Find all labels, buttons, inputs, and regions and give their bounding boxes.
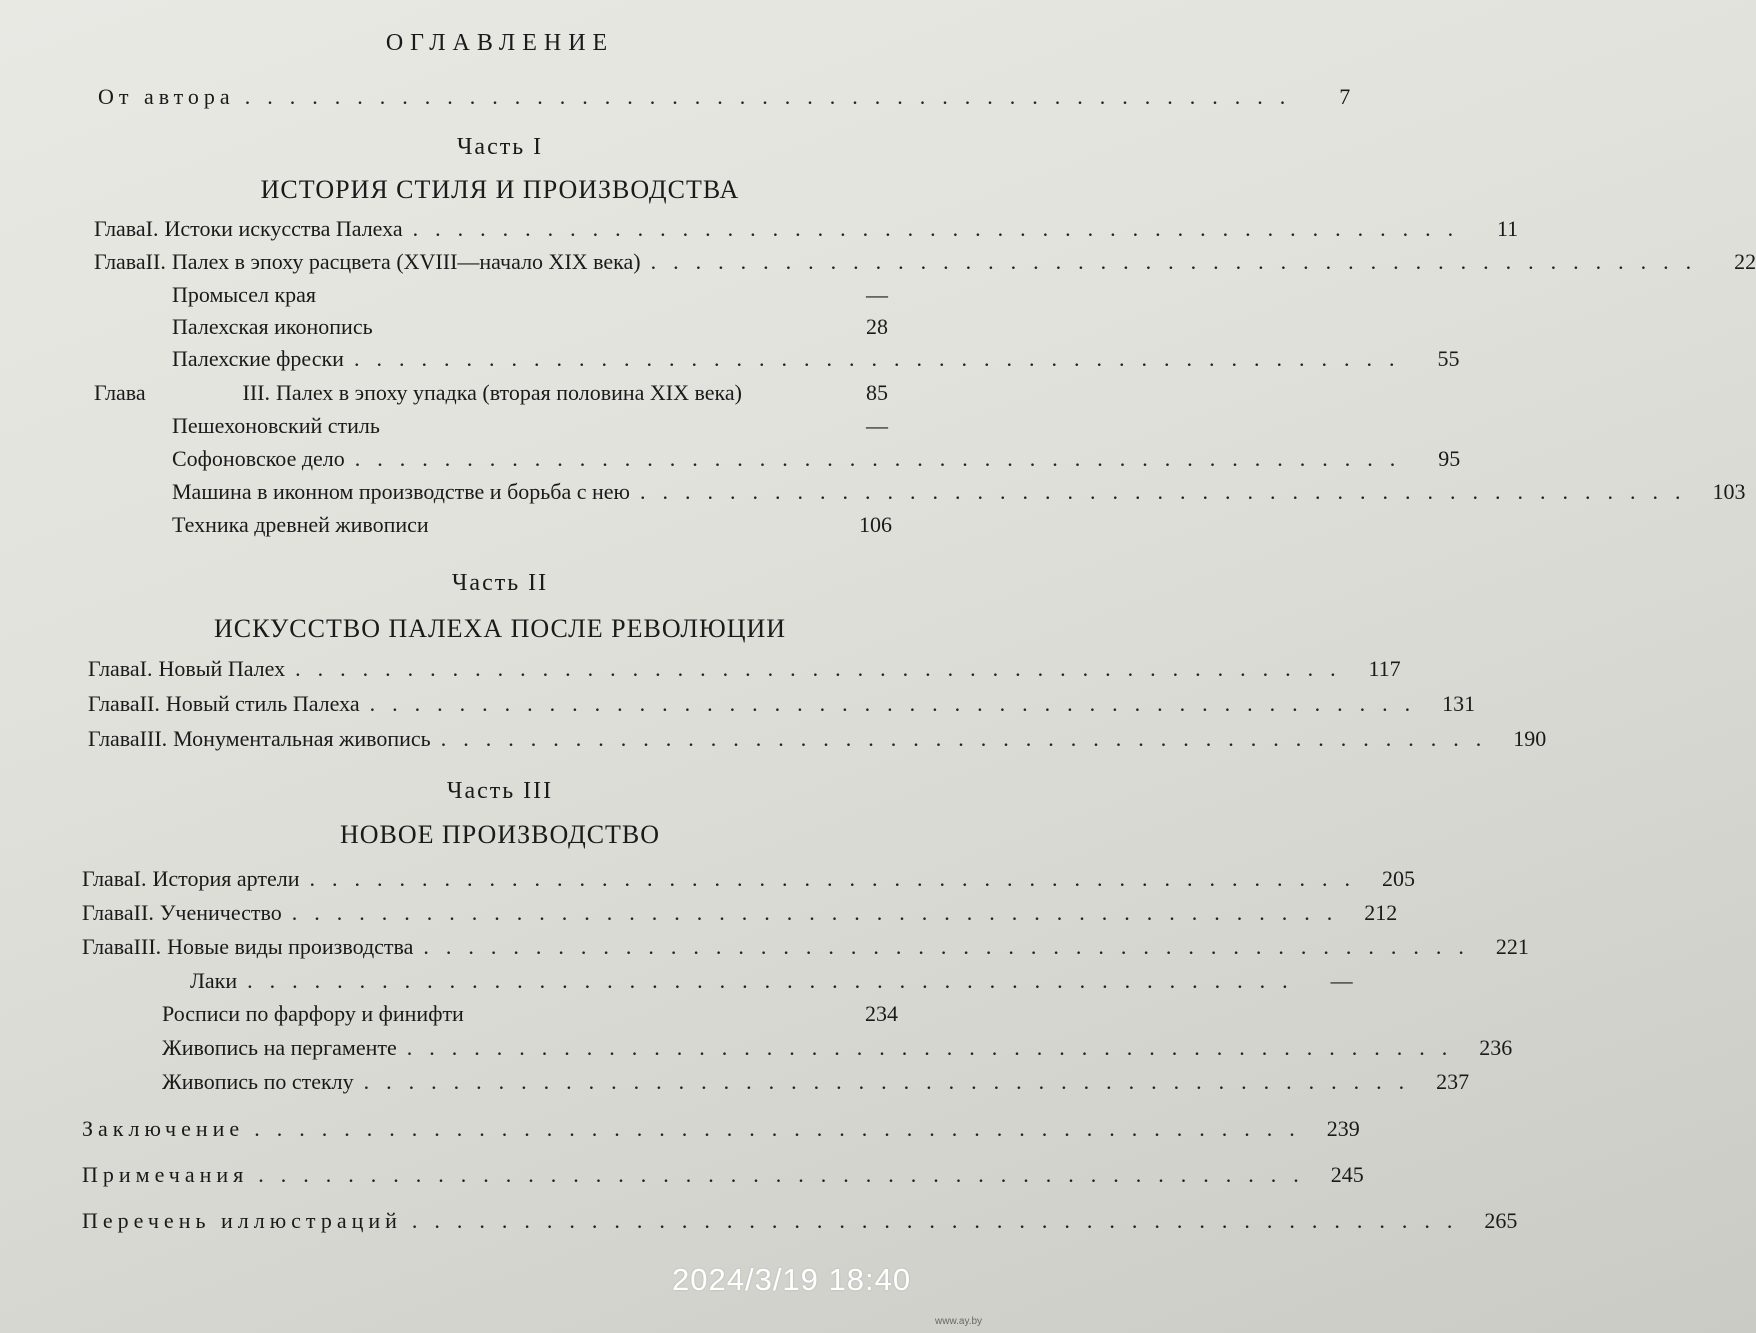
entry-title: Заключение: [82, 1116, 245, 1141]
entry-page: 245: [1330, 1162, 1364, 1187]
entry-page: 239: [1326, 1116, 1360, 1141]
entry-page: —: [866, 413, 888, 438]
leader-dots: ...............................................: [423, 934, 1481, 959]
leader-dots: ...............................................: [411, 1208, 1470, 1233]
part-1-label: Часть I: [456, 134, 544, 160]
entry-page: 28: [866, 314, 888, 339]
entry-page: 103: [1712, 479, 1746, 504]
leader-dots: ...............................................: [406, 1035, 1465, 1060]
chapter-number: I.: [145, 216, 159, 241]
entry-title: Примечания: [82, 1162, 249, 1187]
chapter-number: I.: [133, 866, 147, 891]
entry-page: 7: [1339, 84, 1351, 109]
chapter-number: II.: [145, 249, 166, 274]
entry-title: Палехская иконопись: [172, 314, 373, 339]
part-3-label: Часть III: [446, 778, 554, 804]
leader-dots: ...............................................: [295, 656, 1353, 681]
toc-entry-illustrations: [82, 1208, 1518, 1238]
toc-entry: [94, 216, 1519, 246]
entry-title: Живопись по стеклу: [162, 1069, 354, 1094]
entry-page: —: [866, 282, 888, 307]
toc-entry: [88, 656, 1401, 686]
entry-title: Палехские фрески: [172, 346, 344, 371]
entry-title: Палех в эпоху упадка (вторая половина XIX века): [276, 380, 742, 405]
leader-dots: ...............................................: [412, 216, 1471, 241]
entry-title: Палех в эпоху расцвета (XVIII—начало XIX века): [171, 249, 641, 274]
toc-heading: ОГЛАВЛЕНИЕ: [385, 30, 615, 56]
chapter-prefix: Глава: [88, 656, 140, 681]
leader-dots: ...............................................: [291, 900, 1350, 925]
leader-dots: ...............................................: [258, 1162, 1316, 1187]
toc-entry: [88, 726, 1547, 756]
chapter-number: II.: [139, 691, 160, 716]
entry-page: 212: [1364, 900, 1398, 925]
toc-entry: [190, 968, 1353, 998]
leader-dots: ...............................................: [369, 691, 1428, 716]
chapter-prefix: Глава: [94, 380, 146, 405]
toc-entry: [162, 1069, 1470, 1099]
entry-title: История артели: [152, 866, 300, 891]
chapter-prefix: Глава: [88, 691, 140, 716]
chapter-prefix: Глава: [94, 249, 146, 274]
entry-title: Новый стиль Палеха: [165, 691, 360, 716]
entry-page: —: [1330, 968, 1353, 993]
toc-entry: [172, 512, 892, 542]
site-watermark: www.ay.by: [935, 1316, 983, 1327]
toc-entry: [172, 479, 1746, 509]
chapter-number: II.: [133, 900, 154, 925]
entry-title: Лаки: [190, 968, 238, 993]
toc-entry: [162, 1035, 1513, 1065]
chapter-prefix: Глава: [82, 900, 134, 925]
part-2-title: ИСКУССТВО ПАЛЕХА ПОСЛЕ РЕВОЛЮЦИИ: [213, 614, 787, 643]
leader-dots: ...............................................: [244, 84, 1303, 109]
entry-page: 205: [1381, 866, 1415, 891]
entry-title: Техника древней живописи: [172, 512, 429, 537]
toc-entry: [172, 314, 888, 344]
entry-page: 236: [1479, 1035, 1513, 1060]
part-3-title: НОВОЕ ПРОИЗВОДСТВО: [339, 820, 661, 849]
toc-entry: [82, 934, 1529, 964]
toc-entry: [82, 900, 1398, 930]
entry-title: От автора: [98, 84, 235, 109]
entry-title: Росписи по фарфору и финифти: [162, 1001, 464, 1026]
entry-title: Живопись на пергаменте: [162, 1035, 397, 1060]
leader-dots: ...............................................: [440, 726, 1499, 751]
leader-dots: ...............................................: [254, 1116, 1312, 1141]
toc-entry: [172, 446, 1461, 476]
leader-dots: ...............................................: [650, 249, 1709, 274]
entry-title: Новые виды производства: [167, 934, 414, 959]
toc-entry: [94, 249, 1756, 279]
entry-page: 106: [859, 512, 892, 537]
entry-page: 55: [1437, 346, 1460, 371]
chapter-number: III.: [133, 934, 162, 959]
entry-title: Перечень иллюстраций: [82, 1208, 402, 1233]
toc-entry: [162, 1001, 898, 1031]
entry-title: Истоки искусства Палеха: [164, 216, 403, 241]
toc-entry-author: [98, 84, 1351, 114]
entry-page: 190: [1513, 726, 1547, 751]
chapter-number: III.: [139, 726, 168, 751]
entry-title: Ученичество: [159, 900, 282, 925]
entry-title: Пешехоновский стиль: [172, 413, 380, 438]
entry-page: 131: [1442, 691, 1476, 716]
leader-dots: ...............................................: [247, 968, 1305, 993]
toc-entry: [82, 866, 1415, 896]
entry-page: 265: [1484, 1208, 1518, 1233]
toc-entry-conclusion: [82, 1116, 1360, 1146]
chapter-prefix: Глава: [82, 866, 134, 891]
entry-title: Машина в иконном производстве и борьба с нею: [172, 479, 630, 504]
chapter-prefix: Глава: [88, 726, 140, 751]
entry-page: 85: [866, 380, 888, 405]
leader-dots: ...............................................: [363, 1069, 1422, 1094]
toc-entry-notes: [82, 1162, 1364, 1192]
entry-title: Монументальная живопись: [173, 726, 431, 751]
toc-entry: [172, 413, 888, 443]
leader-dots: ...............................................: [640, 479, 1698, 504]
entry-title: Новый Палех: [158, 656, 286, 681]
toc-entry: [172, 346, 1460, 376]
entry-page: 22: [1734, 249, 1756, 274]
photo-timestamp: 2024/3/19 18:40: [672, 1262, 912, 1297]
chapter-prefix: Глава: [82, 934, 134, 959]
part-1-title: ИСТОРИЯ СТИЛЯ И ПРОИЗВОДСТВА: [260, 175, 740, 204]
entry-page: 11: [1496, 216, 1519, 241]
leader-dots: ...............................................: [309, 866, 1367, 891]
entry-page: 221: [1495, 934, 1529, 959]
toc-entry: [94, 380, 888, 410]
entry-page: 95: [1438, 446, 1461, 471]
chapter-prefix: Глава: [94, 216, 146, 241]
chapter-number: III.: [242, 380, 270, 405]
part-2-label: Часть II: [451, 570, 549, 596]
entry-page: 117: [1368, 656, 1401, 681]
leader-dots: ...............................................: [354, 446, 1413, 471]
toc-entry: [172, 282, 888, 312]
entry-page: 234: [865, 1001, 898, 1026]
toc-entry: [88, 691, 1476, 721]
chapter-number: I.: [139, 656, 153, 681]
entry-title: Софоновское дело: [172, 446, 345, 471]
entry-title: Промысел края: [172, 282, 317, 307]
entry-page: 237: [1436, 1069, 1470, 1094]
leader-dots: ...............................................: [353, 346, 1412, 371]
